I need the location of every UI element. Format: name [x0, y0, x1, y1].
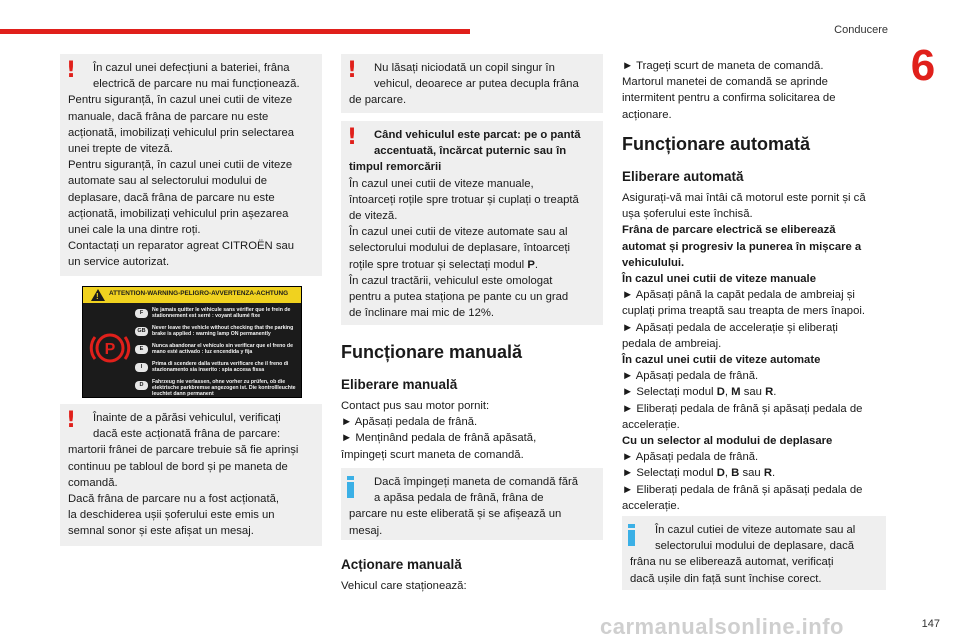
text-line: ► Apăsați pedala de frână.: [341, 416, 478, 429]
page-number: 147: [921, 618, 940, 630]
text-line: Înainte de a părăsi vehiculul, verificați: [93, 412, 281, 424]
warning-exclamation-icon: !: [346, 58, 358, 83]
warning-box-battery: [60, 54, 322, 276]
text-line: continuu pe tabloul de bord și pe maneta de: [68, 460, 288, 473]
svg-text:P: P: [104, 341, 116, 358]
watermark: carmanualsonline.info: [600, 614, 844, 639]
label-header-strip: ! ATTENTION-WARNING-PELIGRO-AVVERTENZA-ACHTUNG: [83, 287, 301, 303]
manual-apply-text: Vehicul care staționează:: [341, 580, 467, 592]
text-line: un service autorizat.: [68, 256, 170, 269]
subheading-automatic-release: Eliberare automată: [622, 169, 744, 184]
text-line: selectorului modului de deplasare, dacă: [655, 540, 855, 553]
text-line: pentru a putea staționa pe pante cu un grad: [349, 291, 569, 304]
warning-exclamation-icon: !: [65, 58, 77, 83]
text-line: martorii frânei de parcare trebuie să fie aprinși: [68, 444, 299, 457]
text-line: Cu un selector al modului de deplasare: [622, 435, 833, 448]
text-line: În cazul unei cutii de viteze manuale: [622, 273, 816, 286]
subheading-manual-release: Eliberare manuală: [341, 377, 458, 392]
text-line: În cazul unei defecțiuni a bateriei, frâna: [93, 62, 290, 74]
chapter-number: 6: [910, 41, 936, 90]
text-line: dacă ușile din față sunt închise corect.: [630, 572, 822, 585]
language-badge: D: [135, 381, 148, 390]
text-line: acționată, imobilizați vehiculul prin așezarea: [68, 207, 289, 220]
text-line: roțile spre trotuar și selectați modul P.: [349, 258, 538, 271]
text-line: Asigurați-vă mai întâi că motorul este pornit și că: [622, 192, 866, 204]
label-row-text: Never leave the vehicle without checking that the parking brake is applied : warning lamp ON permanently: [152, 325, 294, 338]
text-line: Contact pus sau motor pornit:: [341, 400, 490, 412]
warning-box-child: [341, 54, 603, 113]
mode-letter: D: [716, 386, 725, 399]
label-row-text: Fahrzeug nie verlassen, ohne vorher zu prüfen, ob die elektrische parkbremse angezogen ist. Die kontrollleuchte leuchtet dann permanent: [152, 379, 296, 396]
text-line: Pentru siguranță, în cazul unei cutii de viteze: [68, 159, 293, 172]
text-line: ușa șoferului este închisă.: [622, 208, 753, 221]
text-line: pedala de ambreiaj.: [622, 337, 722, 350]
text-line: automate sau al selectorului modului de: [68, 175, 268, 188]
text-line: În cazul unei cutii de viteze automate: [622, 354, 821, 367]
text-line: accelerație.: [622, 418, 680, 431]
text-line: Pentru siguranță, în cazul unei cutii de viteze: [68, 94, 293, 107]
text-line: ► Eliberați pedala de frână și apăsați pedala de: [622, 483, 863, 496]
language-badge: E: [135, 345, 148, 354]
text-line: ► Apăsați până la capăt pedala de ambreiaj și: [622, 289, 855, 302]
label-title: ATTENTION-WARNING-PELIGRO-AVVERTENZA-ACHTUNG: [109, 290, 289, 297]
warning-exclamation-icon: !: [65, 408, 77, 433]
text-line: vehicul, deoarece ar putea decupla frâna: [374, 78, 579, 91]
label-language-list: [135, 307, 299, 397]
text-line: electrică de parcare nu mai funcționează.: [93, 78, 300, 91]
text-line: parcare nu este eliberată și se afișează un: [349, 508, 562, 521]
warning-box-parking-slope: [341, 121, 603, 325]
text-line: Nu lăsați niciodată un copil singur în: [374, 62, 555, 74]
text-line: acționare.: [622, 108, 672, 121]
chapter-title: Conducere: [834, 24, 888, 36]
info-box-automatic-doors: [622, 516, 886, 590]
text-line: frâna nu se eliberează automat, verificați: [630, 556, 834, 569]
text-line: Dacă împingeți maneta de comandă fără: [374, 476, 579, 488]
mode-letter: R: [765, 386, 774, 399]
label-row: [135, 343, 299, 361]
text-line: manuale, dacă frâna de parcare nu este: [68, 110, 269, 123]
label-row-text: Ne jamais quitter le véhicule sans vérifier que le frein de stationnement est serré : voyant allumé fixe: [152, 307, 291, 320]
automatic-release-text: [622, 190, 890, 514]
text-line: Contactați un reparator agreat CITROËN sau: [68, 240, 295, 253]
text-line: Martorul manetei de comandă se aprinde: [622, 76, 828, 89]
text-line: împingeți scurt maneta de comandă.: [341, 448, 524, 461]
warning-heading: Când vehiculul este parcat: pe o pantă: [374, 129, 581, 141]
warning-box-leave-vehicle: [60, 404, 322, 546]
parking-brake-icon: [89, 327, 131, 369]
text-line: de parcare.: [349, 94, 407, 107]
text-line: ► Apăsați pedala de frână.: [622, 370, 759, 383]
text-line: În cazul tractării, vehiculul este omologat: [349, 274, 553, 287]
text-line: ► Apăsați pedala de accelerație și eliberați: [622, 321, 838, 334]
info-icon: [347, 476, 354, 498]
text-line: automat și progresiv la punerea în mișcare a: [622, 240, 862, 253]
text-line: vehiculului.: [622, 256, 685, 269]
section-title-automatic: Funcționare automată: [622, 134, 811, 154]
text-line: mesaj.: [349, 524, 383, 537]
text-line: întoarceți roțile spre trotuar și cuplați o treaptă: [349, 193, 579, 206]
text-line: acționată, imobilizați vehiculul prin selectarea: [68, 126, 295, 139]
text-line: Dacă frâna de parcare nu a fost acționată,: [68, 493, 280, 506]
text-line: deplasare, dacă frâna de parcare nu este: [68, 191, 275, 204]
text-line: Frâna de parcare electrică se eliberează: [622, 224, 836, 237]
text-line: În cazul cutiei de viteze automate sau al: [655, 524, 856, 536]
text-line: ► Trageți scurt de maneta de comandă.: [622, 60, 824, 72]
mode-letter: P: [527, 258, 535, 271]
text-line: În cazul unei cutii de viteze automate sau al: [349, 226, 568, 239]
text-line: În cazul unei cutii de viteze manuale,: [349, 177, 534, 190]
language-badge: I: [135, 363, 148, 372]
info-box-lever: [341, 468, 603, 540]
text-line: unei trepte de viteză.: [68, 143, 173, 156]
label-row: [135, 307, 299, 325]
warning-heading: timpul remorcării: [349, 161, 442, 174]
mode-letter: D: [716, 467, 725, 480]
language-badge: GB: [135, 327, 148, 336]
mode-letter: M: [731, 386, 741, 399]
label-row: [135, 325, 299, 343]
text-line: a apăsa pedala de frână, frâna de: [374, 492, 544, 505]
text-line: de înclinare mai mic de 12%.: [349, 307, 495, 320]
text-line: intermitent pentru a confirma solicitarea de: [622, 92, 836, 105]
text-line: comandă.: [68, 476, 118, 489]
text-line: ► Selectați modul D, M sau R.: [622, 386, 777, 399]
text-line: cuplați prima treaptă sau treapta de mers înapoi.: [622, 305, 866, 318]
text-line: selectorului modului de deplasare, întoarceți: [349, 242, 571, 255]
manual-apply-continued: [622, 58, 890, 123]
text-line: accelerație.: [622, 499, 680, 512]
section-title-manual: Funcționare manuală: [341, 342, 523, 362]
text-line: dacă este acționată frâna de parcare:: [93, 428, 281, 441]
text-line: ► Eliberați pedala de frână și apăsați pedala de: [622, 402, 863, 415]
mode-letter: B: [731, 467, 740, 480]
label-row-text: Prima di scendere dalla vettura verificare che il freno di stazionamento sia inserito : spia accesa fissa: [152, 361, 289, 374]
subheading-manual-apply: Acționare manuală: [341, 557, 462, 572]
parking-brake-warning-label: [82, 286, 302, 398]
text-line: ► Apăsați pedala de frână.: [622, 451, 759, 464]
text-line: semnal sonor și este afișat un mesaj.: [68, 525, 254, 538]
info-icon: [628, 524, 635, 546]
text-line: ► Selectați modul D, B sau R.: [622, 467, 776, 480]
warning-heading: accentuată, încărcat puternic sau în: [374, 145, 567, 158]
header-accent-bar: [0, 29, 470, 34]
text-line: la deschiderea ușii șoferului este emis un: [68, 509, 275, 522]
label-row: [135, 379, 299, 397]
label-row: [135, 361, 299, 379]
text-line: unei cale la una dintre roți.: [68, 224, 201, 237]
language-badge: F: [135, 309, 148, 318]
manual-release-text: [341, 398, 603, 463]
text-line: de viteză.: [349, 210, 398, 223]
label-row-text: Nunca abandonar el vehículo sin verificar que el freno de mano esté activado : luz encendida y fija: [152, 343, 293, 356]
warning-exclamation-icon: !: [346, 125, 358, 150]
mode-letter: R: [763, 467, 772, 480]
text-line: ► Menținând pedala de frână apăsată,: [341, 432, 537, 445]
